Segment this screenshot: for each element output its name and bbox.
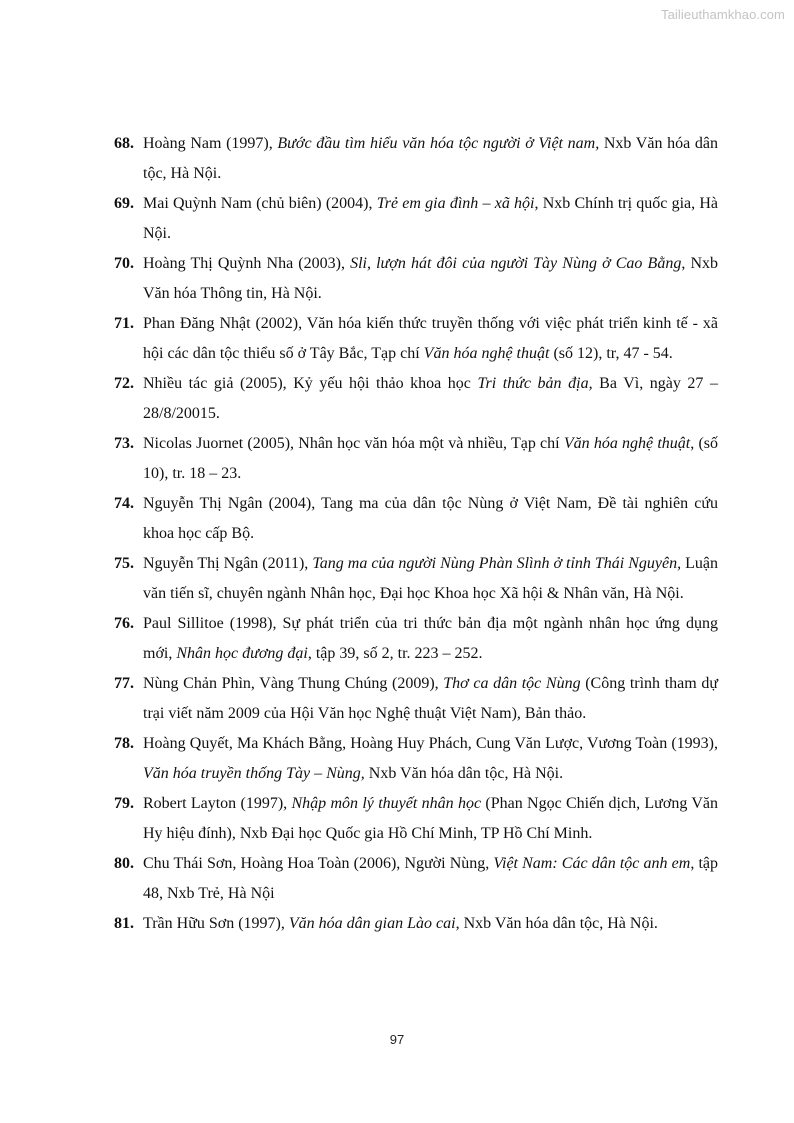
reference-text xyxy=(143,375,718,422)
reference-item xyxy=(114,189,718,249)
reference-text-segment: Nxb Văn hóa dân tộc, Hà Nội. xyxy=(143,135,718,182)
reference-item xyxy=(114,489,718,549)
reference-text xyxy=(143,315,718,362)
reference-number: 70. xyxy=(114,255,134,272)
reference-title-italic: Trẻ em gia đình – xã hội xyxy=(376,195,535,212)
reference-text-segment: Nicolas Juornet (2005), Nhân học văn hóa một và nhiều, Tạp chí xyxy=(143,435,564,452)
reference-text xyxy=(143,555,718,602)
reference-text-segment: , Nxb Chính trị quốc gia, Hà Nội. xyxy=(143,195,719,242)
reference-text-segment: (số 12), tr, 47 - 54. xyxy=(549,345,673,362)
reference-number: 79. xyxy=(114,795,134,812)
reference-number: 77. xyxy=(114,675,134,692)
reference-title-italic: Thơ ca dân tộc Nùng xyxy=(443,675,581,692)
reference-text xyxy=(143,915,658,932)
reference-number: 80. xyxy=(114,855,134,872)
reference-text-segment: , Nxb Văn hóa dân tộc, Hà Nội. xyxy=(455,915,658,932)
reference-number: 78. xyxy=(114,735,134,752)
reference-text-segment: Nxb Văn hóa dân tộc, Hà Nội. xyxy=(364,765,564,782)
reference-text-segment: Nguyễn Thị Ngân (2004), Tang ma của dân tộc Nùng ở Việt Nam, Đề tài nghiên cứu khoa học cấp Bộ. xyxy=(143,495,718,542)
reference-text xyxy=(143,195,718,242)
reference-text-segment: Paul Sillitoe (1998), Sự phát triển của tri thức bản địa một ngành nhân học ứng dụng mới, xyxy=(143,615,718,662)
reference-item xyxy=(114,309,718,369)
reference-text xyxy=(143,855,718,902)
reference-text-segment: Phan Đăng Nhật (2002), Văn hóa kiến thức truyền thống với việc phát triển kinh tế - xã hội các dân tộc thiểu số ở Tây Bắc, Tạp chí xyxy=(143,315,718,362)
reference-text xyxy=(143,615,718,662)
reference-number: 76. xyxy=(114,615,134,632)
reference-title-italic: Nhập môn lý thuyết nhân học xyxy=(291,795,482,812)
reference-title-italic: Văn hóa nghệ thuật xyxy=(423,345,550,362)
reference-text-segment: (Công trình tham dự trại viết năm 2009 của Hội Văn học Nghệ thuật Việt Nam), Bản thảo. xyxy=(143,675,718,722)
reference-text-segment: Robert Layton (1997), xyxy=(143,795,292,812)
reference-number: 74. xyxy=(114,495,134,512)
reference-item xyxy=(114,729,718,789)
reference-title-italic: Văn hóa truyền thống Tày – Nùng, xyxy=(143,765,365,782)
reference-number: 71. xyxy=(114,315,134,332)
reference-item xyxy=(114,609,718,669)
reference-item xyxy=(114,129,718,189)
reference-text-segment: Nùng Chản Phìn, Vàng Thung Chúng (2009), xyxy=(143,675,444,692)
reference-title-italic: Bước đầu tìm hiểu văn hóa tộc người ở Việt nam, xyxy=(277,135,600,152)
reference-title-italic: Tri thức bản địa, xyxy=(477,375,593,392)
reference-item xyxy=(114,549,718,609)
reference-number: 75. xyxy=(114,555,134,572)
reference-title-italic: Tang ma của người Nùng Phàn Slình ở tỉnh Thái Nguyên, xyxy=(312,555,682,572)
reference-number: 68. xyxy=(114,135,134,152)
reference-item xyxy=(114,789,718,849)
reference-text-segment: (Phan Ngọc Chiến dịch, Lương Văn Hy hiệu đính), Nxb Đại học Quốc gia Hồ Chí Minh, TP Hồ Chí Minh. xyxy=(143,795,719,842)
reference-text-segment: , Nxb Văn hóa Thông tin, Hà Nội. xyxy=(143,255,719,302)
reference-number: 69. xyxy=(114,195,134,212)
reference-text-segment: , (số 10), tr. 18 – 23. xyxy=(143,435,719,482)
reference-text-segment: Luận văn tiến sĩ, chuyên ngành Nhân học, Đại học Khoa học Xã hội & Nhân văn, Hà Nội. xyxy=(143,555,719,602)
reference-list xyxy=(114,129,718,939)
reference-item xyxy=(114,669,718,729)
page-number: 97 xyxy=(389,1032,405,1047)
reference-text-segment: Mai Quỳnh Nam (chủ biên) (2004), xyxy=(143,195,377,212)
reference-text-segment: , tập 39, số 2, tr. 223 – 252. xyxy=(307,645,483,662)
reference-item xyxy=(114,909,718,939)
reference-item xyxy=(114,249,718,309)
reference-item xyxy=(114,849,718,909)
reference-text-segment: Trần Hữu Sơn (1997), xyxy=(143,915,289,932)
reference-number: 72. xyxy=(114,375,134,392)
reference-text-segment: Chu Thái Sơn, Hoàng Hoa Toàn (2006), Người Nùng, xyxy=(143,855,494,872)
reference-text-segment: , tập 48, Nxb Trẻ, Hà Nội xyxy=(143,855,719,902)
reference-text xyxy=(143,435,718,482)
reference-title-italic: Việt Nam: Các dân tộc anh em xyxy=(493,855,691,872)
reference-text-segment: Hoàng Nam (1997), xyxy=(143,135,278,152)
reference-text xyxy=(143,135,718,182)
reference-item xyxy=(114,429,718,489)
reference-text-segment: Ba Vì, ngày 27 – 28/8/20015. xyxy=(143,375,718,422)
reference-text-segment: Nhiều tác giả (2005), Kỷ yếu hội thảo khoa học xyxy=(143,375,478,392)
reference-text xyxy=(143,735,718,782)
reference-item xyxy=(114,369,718,429)
reference-text-segment: Nguyễn Thị Ngân (2011), xyxy=(143,555,313,572)
reference-title-italic: Văn hóa dân gian Lào cai xyxy=(288,915,456,932)
reference-title-italic: Văn hóa nghệ thuật xyxy=(563,435,691,452)
reference-text xyxy=(143,495,718,542)
reference-text-segment: Hoàng Thị Quỳnh Nha (2003), xyxy=(143,255,351,272)
reference-text xyxy=(143,675,718,722)
reference-text-segment: Hoàng Quyết, Ma Khách Bằng, Hoàng Huy Phách, Cung Văn Lược, Vương Toàn (1993), xyxy=(143,735,718,752)
reference-text xyxy=(143,795,718,842)
reference-number: 73. xyxy=(114,435,134,452)
reference-text xyxy=(143,255,718,302)
reference-number: 81. xyxy=(114,915,134,932)
watermark: Tailieuthamkhao.com xyxy=(660,7,785,22)
reference-title-italic: Nhân học đương đại xyxy=(176,645,308,662)
reference-title-italic: Sli, lượn hát đôi của người Tày Nùng ở Cao Bằng xyxy=(350,255,682,272)
